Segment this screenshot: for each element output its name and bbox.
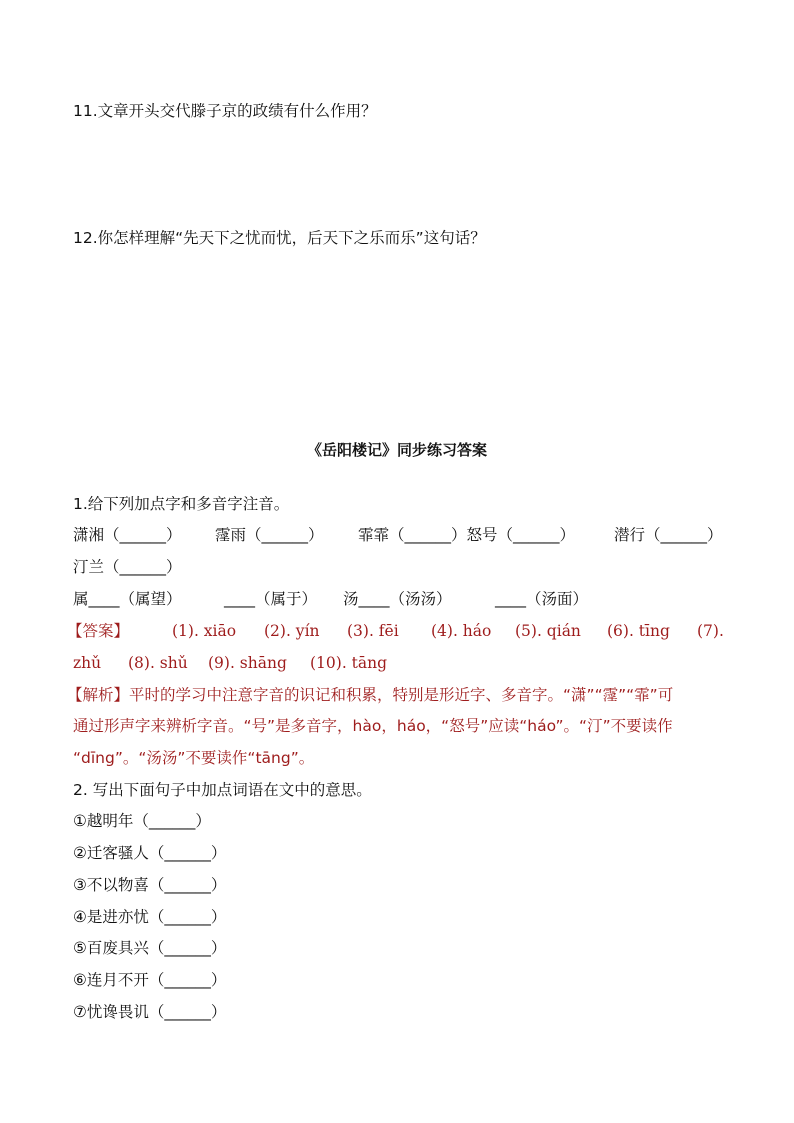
answer-item: (8). shǔ (128, 654, 188, 672)
q1-row1-item: 潜行（______） (614, 526, 723, 544)
question-12: 12.你怎样理解“先天下之忧而忧，后天下之乐而乐”这句话？ (73, 229, 486, 247)
q1-row3-item: ____（属于） (224, 590, 318, 608)
q1-analysis-line1 (67, 685, 673, 705)
q1-row2: 汀兰（______） (73, 558, 182, 576)
answer-item: (4). háo (431, 622, 492, 640)
answer-item: (6). tīng (607, 622, 670, 640)
q2-item: ④是进亦忧（______） (73, 908, 227, 926)
q1-row1-item: 霪雨（______） (215, 526, 324, 544)
answer-item: (3). fēi (347, 622, 399, 640)
q1-row3-item: 属____（属望） (73, 590, 182, 608)
q1-prompt: 1.给下列加点字和多音字注音。 (73, 495, 290, 513)
answer-item: (10). tāng (310, 654, 388, 672)
answer-title: 《岳阳楼记》同步练习答案 (306, 441, 487, 459)
q1-analysis-line3: “dīng”。“汤汤”不要读作“tāng”。 (73, 749, 315, 767)
q2-item: ⑤百废具兴（______） (73, 939, 227, 957)
answer-item: (7). (697, 622, 724, 640)
question-11: 11.文章开头交代滕子京的政绩有什么作用？ (73, 102, 377, 120)
answer-label: 【答案】 (67, 622, 130, 640)
answer-item: zhǔ (73, 654, 102, 672)
q2-item: ①越明年（______） (73, 812, 211, 830)
analysis-label: 【解析】 (67, 686, 130, 704)
q2-item: ③不以物喜（______） (73, 876, 227, 894)
q2-item: ②迁客骚人（______） (73, 844, 227, 862)
q1-row3-item: 汤____（汤汤） (343, 590, 452, 608)
q1-analysis-line2: 通过形声字来辨析字音。“号”是多音字，hào，háo，“怒号”应读“háo”。“汀”不要读作 (73, 717, 673, 735)
q2-prompt: 2. 写出下面句子中加点词语在文中的意思。 (73, 781, 372, 799)
q2-item: ⑦忧谗畏讥（______） (73, 1003, 227, 1021)
analysis-text: 平时的学习中注意字音的识记和积累，特别是形近字、多音字。“潇”“霪”“霏”可 (129, 686, 674, 704)
q1-row1-item: 潇湘（______） (73, 526, 182, 544)
answer-item: (5). qián (515, 622, 581, 640)
answer-item: (2). yín (264, 622, 320, 640)
q2-item: ⑥连月不开（______） (73, 971, 227, 989)
q1-row3-item: ____（汤面） (495, 590, 589, 608)
answer-item: (1). xiāo (172, 622, 237, 640)
q1-row1-item: 霏霏（______）怒号（______） (358, 526, 576, 544)
answer-item: (9). shāng (208, 654, 287, 672)
